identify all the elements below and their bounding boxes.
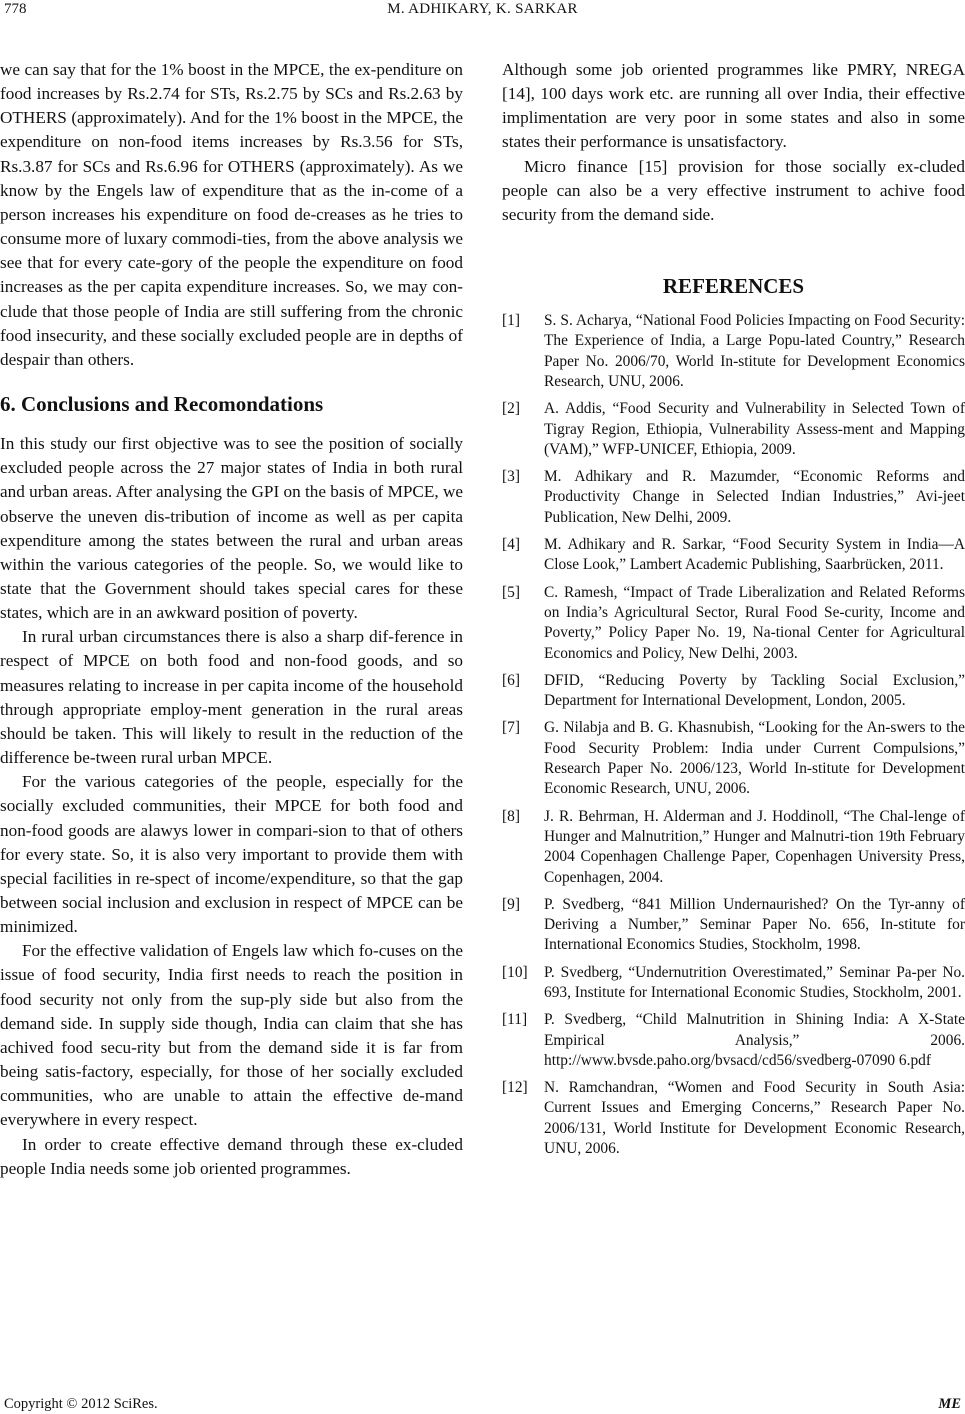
reference-text: M. Adhikary and R. Mazumder, “Economic Reforms and Productivity Change in Selected Indian Industries,” Avi-jeet Publication, New Delhi, 2009. <box>544 468 965 526</box>
body-paragraph: we can say that for the 1% boost in the MPCE, the ex-penditure on food increases by Rs.2.74 for STs, Rs.2.75 by SCs and Rs.2.63 by OTHERS (approximately). And for the 1% boost in the MPCE, the expenditure on non-food items increases by Rs.3.56 for STs, Rs.3.87 for SCs and Rs.6.96 for OTHERS (approximately). As we know by the Engels law of expenditure that as the in-come of a person increases his expenditure on food de-creases as he tries to consume more of luxary commodi-ties, from the above analysis we see that for every cate-gory of the people the expenditure on food increases as the per capita expenditure increases. So, we may con-clude that those people of India are still suffering from the chronic food insecurity, and these socially excluded people are in depths of despair than others. <box>0 60 463 369</box>
body-paragraph: Micro finance [15] provision for those socially ex-cluded people can also be a very effective instrument to achive food security from the demand side. <box>502 156 965 224</box>
reference-number: [3] <box>502 468 520 486</box>
reference-number: [8] <box>502 807 520 825</box>
reference-number: [10] <box>502 963 528 981</box>
reference-text: J. R. Behrman, H. Alderman and J. Hoddinoll, “The Chal-lenge of Hunger and Malnutrition,” Hunger and Malnutri-tion 19th February 2004 Copenhagen Challenge Paper, Copenhagen University Press, Copenhagen, 2004. <box>544 807 965 886</box>
body-paragraph: In rural urban circumstances there is also a sharp dif-ference in respect of MPCE on both food and non-food goods, and so measures relating to increase in per capita income of the household through appropriate employ-ment generation in the rural areas should be taken. This will likely to result in the reduction of the difference be-tween rural urban MPCE. <box>0 627 463 768</box>
reference-number: [9] <box>502 895 520 913</box>
reference-number: [5] <box>502 583 520 601</box>
reference-item <box>502 963 965 1004</box>
reference-number: [7] <box>502 719 520 737</box>
page-number: 778 <box>4 1 27 17</box>
reference-text: S. S. Acharya, “National Food Policies Impacting on Food Security: The Experience of India, a Large Popu-lated Country,” Research Paper No. 2006/70, World In-stitute for Development Economics Research, UNU, 2006. <box>544 312 965 390</box>
reference-item <box>502 535 965 576</box>
reference-text: DFID, “Reducing Poverty by Tackling Social Exclusion,” Department for International Development, London, 2005. <box>544 671 965 710</box>
reference-text: M. Adhikary and R. Sarkar, “Food Security System in India—A Close Look,” Lambert Academic Publishing, Saarbrücken, 2011. <box>544 536 965 574</box>
reference-text: C. Ramesh, “Impact of Trade Liberalization and Related Reforms on India’s Agricultural Sector, Rural Food Se-curity, Income and Poverty,” Policy Paper No. 19, Na-tional Center for Agricultural Economics and Policy, New Delhi, 2003. <box>544 583 965 662</box>
reference-text: P. Svedberg, “841 Million Undernaurished? On the Tyr-anny of Deriving a Number,” Seminar Paper No. 656, In-stitute for International Economics Studies, Stockholm, 1998. <box>544 895 965 954</box>
reference-number: [12] <box>502 1079 528 1097</box>
page-footer <box>0 1396 965 1414</box>
reference-text: A. Addis, “Food Security and Vulnerability in Selected Town of Tigray Region, Ethiopia, Vulnerability Assess-ment and Mapping (VAM),” WFP-UNICEF, Ethiopia, 2009. <box>544 400 965 458</box>
body-paragraph: For the effective validation of Engels law which fo-cuses on the issue of food security, India first needs to reach the position in food security not only from the sup-ply side but also from the demand side. In supply side though, India can claim that she has achived food secu-rity but from the demand side it is far from being satis-factory, especially, for those of her socially excluded communities, who are unable to attain the effective de-mand everywhere in every respect. <box>0 941 463 1130</box>
reference-number: [11] <box>502 1011 528 1029</box>
reference-item <box>502 583 965 664</box>
reference-number: [2] <box>502 400 520 418</box>
section-heading: 6. Conclusions and Recomondations <box>0 392 324 417</box>
reference-item <box>502 467 965 528</box>
reference-item <box>502 399 965 460</box>
reference-item <box>502 1010 965 1071</box>
body-paragraph: For the various categories of the people, especially for the socially excluded communities, their MPCE for both food and non-food goods are alawys lower in compari-sion to that of others for every state. So, it is also very important to provide them with special facilities in re-spect of income/expenditure, so that the gap between social inclusion and exclusion in respect of MPCE can be minimized. <box>0 772 463 937</box>
reference-text: N. Ramchandran, “Women and Food Security in South Asia: Current Issues and Emerging Concerns,” Research Paper No. 2006/131, World Institute for Development Economic Research, UNU, 2006. <box>544 1079 965 1158</box>
reference-number: [6] <box>502 671 520 689</box>
reference-number: [4] <box>502 536 520 554</box>
right-column <box>502 58 965 1166</box>
references-heading: REFERENCES <box>662 274 805 299</box>
reference-number: [1] <box>502 312 520 330</box>
reference-list <box>502 311 965 1159</box>
reference-item <box>502 671 965 712</box>
reference-item <box>502 895 965 956</box>
reference-text: G. Nilabja and B. G. Khasnubish, “Looking for the An-swers to the Food Security Problem: India under Current Compulsions,” Research Paper No. 2006/123, World In-stitute for Development Economic Research, UNU, 2006. <box>544 719 965 798</box>
reference-item <box>502 807 965 888</box>
page-header <box>0 0 965 26</box>
copyright-notice: Copyright © 2012 SciRes. <box>4 1396 158 1412</box>
journal-abbreviation: ME <box>938 1396 961 1412</box>
running-head: M. ADHIKARY, K. SARKAR <box>387 1 578 17</box>
reference-text: P. Svedberg, “Undernutrition Overestimated,” Seminar Pa-per No. 693, Institute for International Economic Studies, Stockholm, 2001. <box>544 963 965 1001</box>
reference-text: P. Svedberg, “Child Malnutrition in Shining India: A X-State Empirical Analysis,” 2006. http://www.bvsde.paho.org/bvsacd/cd56/svedberg-07090 6.pdf <box>544 1011 965 1069</box>
reference-item <box>502 311 965 392</box>
body-paragraph: In this study our first objective was to see the position of socially excluded people across the 27 major states of India in both rural and urban areas. After analysing the GPI on the basis of MPCE, we observe the uneven dis-tribution of income as well as per capita expenditure among the states between the rural and urban areas within the various categories of the people. So, we would like to state that the Government should takes special cares for these states, which are in an awkward position of poverty. <box>0 434 464 623</box>
reference-item <box>502 1078 965 1159</box>
left-column <box>0 58 463 1181</box>
body-paragraph: In order to create effective demand through these ex-cluded people India needs some job oriented programmes. <box>0 1134 463 1178</box>
reference-item <box>502 718 965 799</box>
body-paragraph: Although some job oriented programmes like PMRY, NREGA [14], 100 days work etc. are running all over India, their effective implimentation are very poor in some states and also in some states their performance is unsatisfactory. <box>502 60 965 152</box>
